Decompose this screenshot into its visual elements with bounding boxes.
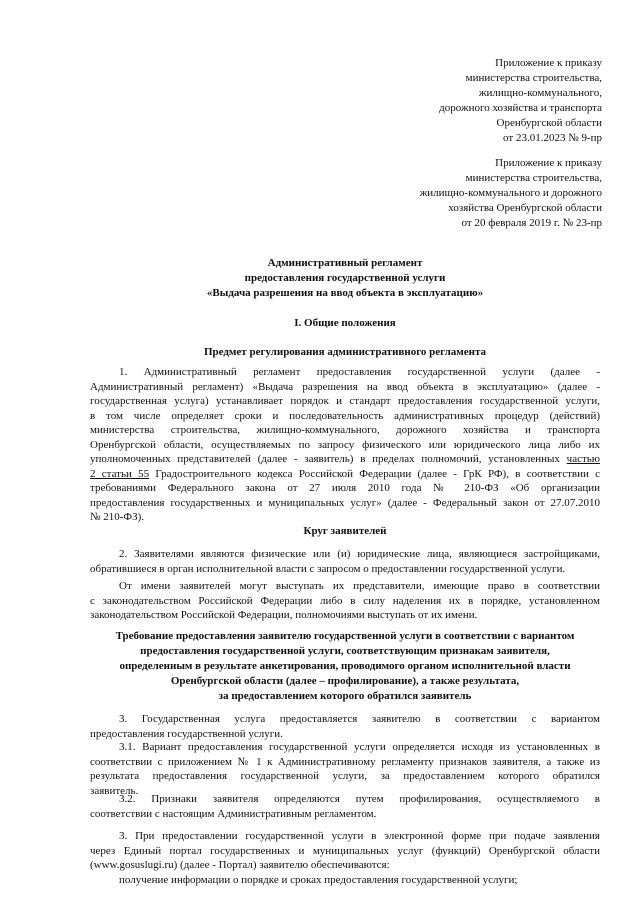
heading-line: за предоставлением которого обратился заявитель — [218, 690, 472, 702]
requirement-heading — [90, 629, 600, 704]
text-line: 3.1. Вариант предоставления государственной услуги определяется исходя из установленных в — [119, 741, 600, 753]
paragraph-2 — [90, 547, 600, 576]
appendix-line: министерства строительства, — [465, 72, 602, 84]
text-line: предоставления государственных и муниципальных услуг» (далее - Федеральный закон от 27.07.2010 — [90, 496, 600, 509]
text-line: Оренбургской области, осуществляемых по запросу физического или юридического лица либо их — [90, 438, 600, 451]
title-line: «Выдача разрешения на ввод объекта в эксплуатацию» — [206, 287, 484, 299]
appendix-line: от 20 февраля 2019 г. № 23-пр — [461, 217, 602, 229]
text-line: От имени заявителей могут выступать их представители, имеющие право в соответствии — [119, 580, 600, 592]
text-line: 3. При предоставлении государственной услуги в электронной форме при подаче заявления — [119, 830, 600, 842]
text-line: в том числе определяет сроки и последовательность административных процедур (действий) — [90, 409, 600, 422]
paragraph-3 — [90, 579, 600, 623]
appendix-note-current — [439, 56, 602, 146]
text-line: 3.2. Признаки заявителя определяются путем профилирования, осуществляемого в — [119, 793, 600, 805]
text-line: результата предоставления государственной услуги, за предоставлением которого обратился — [90, 770, 600, 782]
text-line: получение информации о порядке и сроках предоставления государственной услуги; — [119, 874, 518, 886]
text-line — [90, 452, 600, 467]
text-line: соответствии с настоящим Административным регламентом. — [90, 807, 377, 820]
text-line: № 210-ФЗ). — [90, 511, 145, 523]
text-line: через Единый портал государственных и муниципальных услуг (функций) Оренбургской области — [90, 844, 600, 857]
appendix-line: Приложение к приказу — [495, 57, 602, 69]
text-line: обратившиеся в орган исполнительной власти с запросом о предоставлении государственной услуги. — [90, 562, 566, 575]
subject-heading: Предмет регулирования административного регламента — [203, 346, 487, 358]
paragraph-3-1 — [90, 740, 600, 798]
appendix-line: дорожного хозяйства и транспорта — [439, 102, 602, 114]
text-run: уполномоченных представителей (далее - заявитель) в пределах полномочий, установленных — [90, 453, 560, 465]
text-line: (www.gosuslugi.ru) (далее - Портал) заявителю обеспечиваются: — [90, 859, 390, 871]
paragraph-3-electronic — [90, 829, 600, 873]
appendix-note-original — [420, 156, 602, 231]
applicants-heading: Круг заявителей — [303, 525, 387, 537]
legal-reference-link[interactable]: частью — [566, 453, 600, 465]
text-line: министерства строительства, жилищно-коммунального, дорожного хозяйства и транспорта — [90, 424, 600, 436]
text-line: государственная услуга) устанавливает порядок и стандарт предоставления государственной услуги, — [90, 395, 600, 407]
paragraph-info — [90, 873, 600, 888]
appendix-line: жилищно-коммунального и дорожного — [419, 187, 602, 199]
text-run: Градостроительного кодекса Российской Федерации (далее - ГрК РФ), в соответствии с — [155, 467, 600, 480]
appendix-line: министерства строительства, — [465, 172, 602, 184]
appendix-line: хозяйства Оренбургской области — [448, 202, 602, 214]
text-line: 2. Заявителями являются физические или (и) юридические лица, являющиеся застройщиками, — [119, 548, 600, 560]
appendix-line: Приложение к приказу — [495, 157, 602, 169]
text-line: законодательством Российской Федерации, полномочиями выступать от их имени. — [90, 609, 478, 621]
text-line — [90, 467, 600, 482]
text-line: требованиями Федерального закона от 27 июля 2010 года № 210-ФЗ «Об организации — [90, 482, 600, 494]
appendix-line: жилищно-коммунального, — [478, 87, 602, 99]
heading-line: Оренбургской области (далее – профилирование), а также результата, — [170, 675, 520, 687]
heading-line: Требование предоставления заявителю государственной услуги в соответствии с вариантом — [115, 630, 575, 642]
text-line: с законодательством Российской Федерации либо в силу наделения их в порядке, установленном — [90, 594, 600, 607]
appendix-line: от 23.01.2023 № 9-пр — [503, 132, 602, 144]
text-line: Административный регламент) «Выдача разрешения на ввод объекта в эксплуатацию» (далее - — [90, 380, 600, 393]
text-line: предоставления государственной услуги. — [90, 727, 283, 740]
legal-reference-link[interactable]: 2 статьи 55 — [90, 467, 150, 480]
text-line: 1. Административный регламент предоставления государственной услуги (далее - — [119, 366, 600, 378]
title-line: Административный регламент — [267, 257, 423, 269]
heading-line: определенным в результате анкетирования, проводимого органом исполнительной власти — [119, 660, 571, 672]
paragraph-3-service — [90, 712, 600, 741]
heading-line: предоставления государственной услуги, соответствующим признакам заявителя, — [140, 645, 550, 657]
paragraph-3-2 — [90, 792, 600, 821]
section-heading: I. Общие положения — [294, 317, 396, 329]
text-line: 3. Государственная услуга предоставляется заявителю в соответствии с вариантом — [119, 713, 600, 725]
text-line: соответствии с приложением № 1 к Административному регламенту признаков заявителя, а также из — [90, 755, 600, 768]
text-line: заявитель. — [90, 784, 139, 797]
paragraph-1 — [90, 365, 600, 525]
appendix-line: Оренбургской области — [496, 117, 602, 129]
title-line: предоставления государственной услуги — [244, 272, 446, 284]
document-title — [90, 256, 600, 301]
